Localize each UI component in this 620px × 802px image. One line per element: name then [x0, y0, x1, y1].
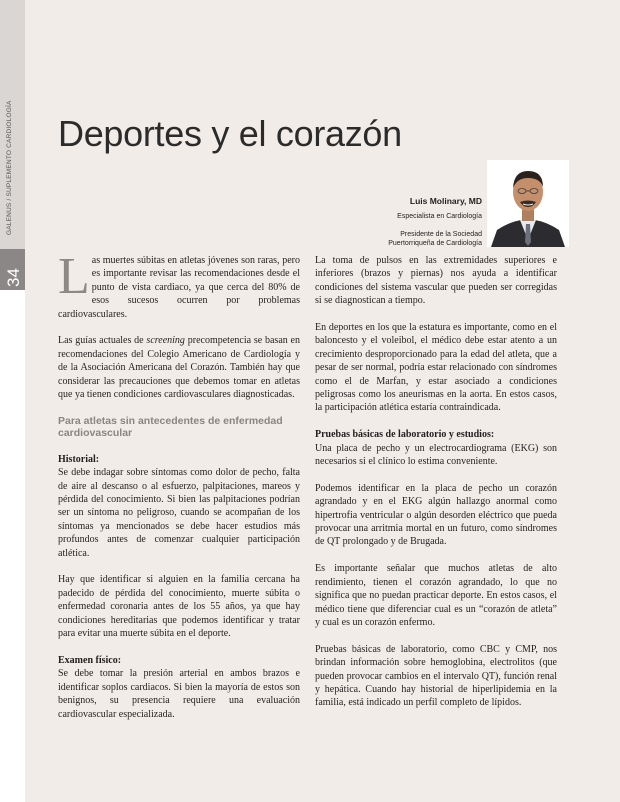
stature-paragraph: En deportes en los que la estatura es importante, como en el baloncesto y el voleibol, el médico debe estar atento a un crecimiento desproporcionado para la edad del atleta, que a pesar de ser normal, podría estar relacionado con síndromes como el de Marfan, y estar asociado a condiciones peligrosas como los aneurismas en la aorta. En estos casos, la participación atlética estaría contraindicada. — [315, 322, 557, 414]
historial-paragraph — [58, 453, 300, 560]
examen-text: Se debe tomar la presión arterial en ambos brazos e identificar soplos cardiacos. Si bien la mayoría de estos son benignos, su presencia requiere una evaluación cardiovascular especializada. — [58, 668, 300, 720]
ekg-paragraph: Podemos identificar en la placa de pecho un corazón agrandado y en el EKG algún hallazgo anormal como hipertrofia ventricular o algún desorden eléctrico que pueda provocar una arritmia mortal en un futuro, como síndromes de QT prolongado y de Brugada. — [315, 482, 557, 548]
author-photo — [487, 160, 569, 247]
author-position-2: Puertorriqueña de Cardiología — [388, 240, 482, 247]
examen-label: Examen físico: — [58, 654, 122, 666]
intro-text: as muertes súbitas en atletas jóvenes son raras, pero es importante revisar las recomendaciones desde el punto de vista cardiaco, ya que cerca del 80% de esos sucesos ocurren por problemas cardiovasculares. — [58, 255, 300, 320]
guidelines-text-start: Las guías actuales de — [58, 335, 147, 347]
left-column — [58, 248, 300, 734]
section-heading: Para atletas sin antecedentes de enfermedad cardiovascular — [58, 414, 283, 440]
athlete-heart-paragraph: Es importante señalar que muchos atletas de alto rendimiento, tienen el corazón agrandado, lo que no significa que no puedan practicar deporte. En estos casos, el médico tiene que diferenciar cual es un “corazón de atleta” y cual es un corazón enfermo. — [315, 563, 557, 628]
pruebas-paragraph — [315, 428, 557, 468]
historial-label: Historial: — [58, 453, 100, 465]
historial-text: Se debe indagar sobre síntomas como dolor de pecho, falta de aire al descanso o al esfuerzo, palpitaciones, mareos y pérdida del conocimiento. Si bien las palpitaciones podrían ser un síntoma no peligroso, cuando se acompañan de los síntomas ya mencionados se debe hacer estudios más profundos antes de comenzar cualquier participación atlética. — [58, 467, 300, 559]
lab-tests-paragraph: Pruebas básicas de laboratorio, como CBC y CMP, nos brindan información sobre hemoglobina, electrolitos (que pueden provocar cambios en el intervalo QT), función renal y hepática. Cuando hay historial de hiperlipidemia en la familia, está indicado un perfil completo de lípidos. — [315, 643, 557, 709]
intro-paragraph — [58, 248, 300, 321]
author-name: Luis Molinary, MD — [409, 196, 482, 206]
pulses-paragraph: La toma de pulsos en las extremidades superiores e inferiores (brazos y piernas) nos ayuda a identificar condiciones del sistema vascular que pueden ser corregidas si se diagnostican a tiempo. — [315, 255, 557, 307]
examen-paragraph — [58, 654, 300, 721]
guidelines-italic: screening — [146, 335, 185, 347]
page-number: 34 — [4, 268, 23, 287]
page-title: Deportes y el corazón — [58, 113, 402, 154]
guidelines-text-end: precompetencia se basan en recomendaciones del Colegio Americano de Cardiología y de la Asociación Americana del Corazón. También hay que considerar las precauciones que debemos tomar en atletas que ya tienen condiciones cardiovasculares diagnosticadas. — [58, 335, 300, 401]
author-role: Especialista en Cardiología — [397, 213, 482, 220]
drop-cap: L — [58, 248, 90, 305]
running-head: GALENUS / SUPLEMENTO CARDIOLOGÍA — [6, 100, 13, 235]
pruebas-text: Una placa de pecho y un electrocardiograma (EKG) son necesarios si el clínico lo estima conveniente. — [315, 442, 557, 468]
author-block — [388, 196, 482, 248]
right-column — [315, 254, 557, 723]
pruebas-label: Pruebas básicas de laboratorio y estudios: — [315, 429, 495, 441]
family-paragraph: Hay que identificar si alguien en la familia cercana ha padecido de pérdida del conocimiento, muerte súbita o enfermedad coronaria antes de los 55 años, ya que hay condiciones hereditarias que podemos identificar y tratar para evitar una muerte súbita en el deporte. — [58, 574, 300, 640]
author-position-1: Presidente de la Sociedad — [400, 231, 482, 238]
guidelines-paragraph — [58, 334, 300, 401]
